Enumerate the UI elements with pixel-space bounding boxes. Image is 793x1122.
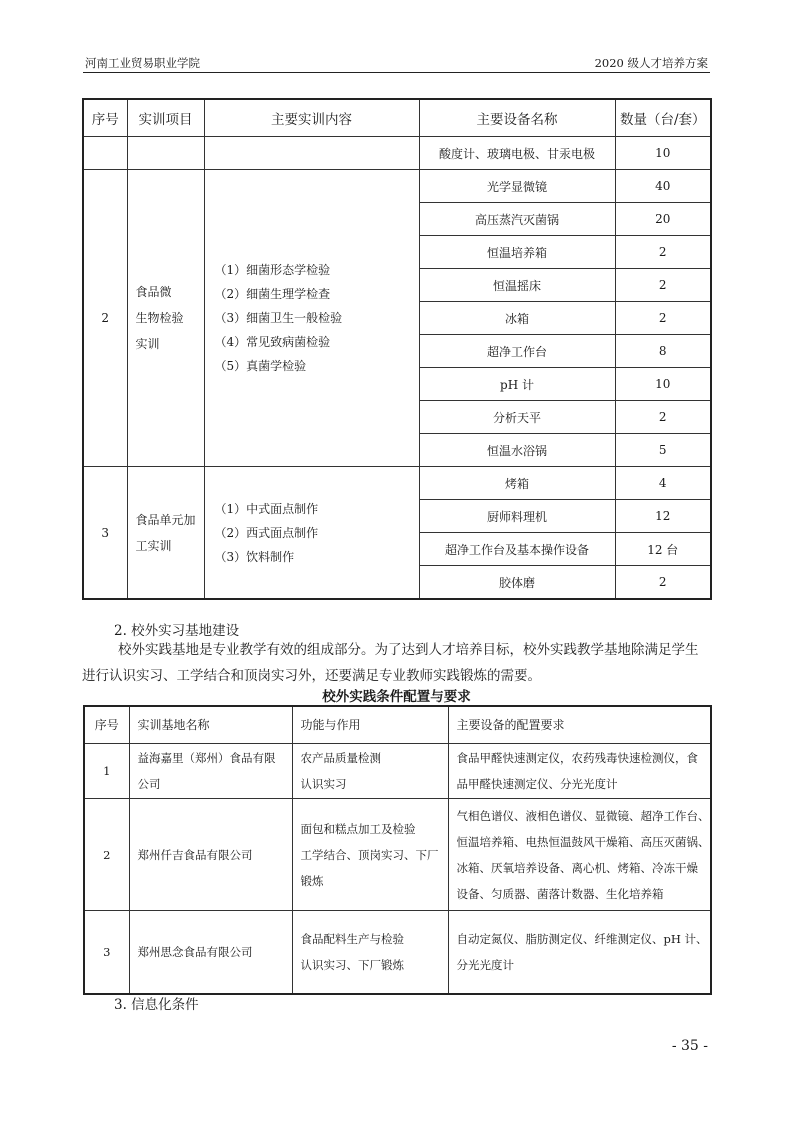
- cell-equipment-req: [448, 799, 711, 911]
- col-header-content: 主要实训内容: [204, 99, 419, 137]
- col-header-function: 功能与作用: [292, 706, 448, 744]
- col-header-no: 序号: [84, 706, 129, 744]
- cell-function: [292, 799, 448, 911]
- content-line: （1）细菌形态学检验: [214, 263, 331, 277]
- cell-equipment: 分析天平: [419, 401, 615, 434]
- cell-equipment: pH 计: [419, 368, 615, 401]
- content-line: （2）西式面点制作: [214, 525, 319, 540]
- cell-no: 1: [84, 744, 129, 799]
- cell-qty: 2: [615, 401, 711, 434]
- cell-base-name: [129, 799, 292, 911]
- cell-qty: 2: [615, 566, 711, 600]
- cell-line: 恒温培养箱、电热恒温鼓风干燥箱、高压灭菌锅、: [456, 834, 710, 849]
- cell-qty: 20: [615, 203, 711, 236]
- cell-line: 面包和糕点加工及检验: [300, 821, 416, 836]
- cell-function: [292, 744, 448, 799]
- cell-line: 气相色谱仪、液相色谱仪、显微镜、超净工作台、: [456, 808, 710, 823]
- col-header-equipment: 主要设备名称: [419, 99, 615, 137]
- page-header: [83, 52, 710, 73]
- table-row: [84, 744, 711, 799]
- table-row: [83, 467, 711, 500]
- cell-qty: 10: [615, 368, 711, 401]
- cell-qty: 5: [615, 434, 711, 467]
- cell-line: 认识实习: [300, 777, 347, 791]
- col-header-item: 实训项目: [127, 99, 204, 137]
- cell-equipment: 光学显微镜: [419, 170, 615, 203]
- cell-line: 郑州思念食品有限公司: [137, 944, 253, 959]
- cell-equipment: 烤箱: [419, 467, 615, 500]
- cell-line: 益海嘉里（郑州）食品有限: [137, 751, 276, 765]
- table-header-row: [84, 706, 711, 744]
- col-header-equipment-req: 主要设备的配置要求: [448, 706, 711, 744]
- cell-line: 自动定氮仪、脂肪测定仪、纤维测定仪、pH 计、: [456, 931, 708, 946]
- item-line: 实训: [135, 337, 160, 351]
- cell-line: 食品配料生产与检验: [300, 931, 404, 946]
- col-header-no: 序号: [83, 99, 127, 137]
- table-row: [84, 799, 711, 911]
- cell-no: [83, 137, 127, 170]
- content-line: （2）细菌生理学检查: [214, 287, 331, 301]
- cell-equipment: 恒温摇床: [419, 269, 615, 302]
- page-number: - 35 -: [671, 1038, 708, 1054]
- cell-equipment-req: [448, 744, 711, 799]
- cell-no: 3: [84, 911, 129, 994]
- training-equipment-table: [82, 98, 712, 600]
- section-heading-3: 3. 信息化条件: [114, 997, 199, 1013]
- col-header-base-name: 实训基地名称: [129, 706, 292, 744]
- content-line: （1）中式面点制作: [214, 501, 319, 516]
- cell-line: 公司: [137, 777, 161, 791]
- section-paragraph: 校外实践基地是专业教学有效的组成部分。为了达到人才培养目标，校外实践教学基地除满足学生进行认识实习、工学结合和顶岗实习外，还要满足专业教师实践锻炼的需要。: [82, 642, 699, 684]
- cell-no: 3: [83, 467, 127, 600]
- cell-equipment: 厨师料理机: [419, 500, 615, 533]
- table-header-row: [83, 99, 711, 137]
- header-doc-title: 2020 级人才培养方案: [594, 56, 708, 70]
- cell-equipment: 胶体磨: [419, 566, 615, 600]
- item-line: 工实训: [135, 538, 172, 553]
- cell-content: [204, 137, 419, 170]
- cell-qty: 2: [615, 269, 711, 302]
- table-row: [83, 137, 711, 170]
- item-line: 食品微: [135, 285, 172, 299]
- header-school: 河南工业贸易职业学院: [85, 56, 200, 70]
- table-row: [84, 911, 711, 994]
- cell-equipment: 恒温培养箱: [419, 236, 615, 269]
- cell-line: 工学结合、顶岗实习、下厂: [300, 847, 439, 862]
- cell-line: 冰箱、厌氧培养设备、离心机、烤箱、冷冻干燥: [456, 860, 698, 875]
- cell-item: [127, 467, 204, 600]
- cell-equipment: 超净工作台: [419, 335, 615, 368]
- content-line: （3）饮料制作: [214, 549, 295, 564]
- cell-line: 分光光度计: [456, 957, 514, 972]
- cell-qty: 10: [615, 137, 711, 170]
- cell-item: [127, 170, 204, 467]
- content-line: （4）常见致病菌检验: [214, 335, 331, 349]
- cell-line: 品甲醛快速测定仪、分光光度计: [456, 777, 618, 791]
- table2-caption: 校外实践条件配置与要求: [322, 689, 471, 705]
- table-row: [83, 170, 711, 203]
- cell-equipment: 高压蒸汽灭菌锅: [419, 203, 615, 236]
- cell-line: 食品甲醛快速测定仪，农药残毒快速检测仪，食: [456, 751, 698, 765]
- content-line: （3）细菌卫生一般检验: [214, 311, 343, 325]
- cell-base-name: [129, 744, 292, 799]
- cell-line: 锻炼: [300, 873, 324, 888]
- item-line: 生物检验: [135, 311, 184, 325]
- cell-no: 2: [83, 170, 127, 467]
- cell-qty: 4: [615, 467, 711, 500]
- cell-equipment: 超净工作台及基本操作设备: [419, 533, 615, 566]
- cell-qty: 40: [615, 170, 711, 203]
- cell-equipment: 恒温水浴锅: [419, 434, 615, 467]
- cell-no: 2: [84, 799, 129, 911]
- cell-equipment-req: [448, 911, 711, 994]
- cell-equipment: 冰箱: [419, 302, 615, 335]
- section-heading-2: 2. 校外实习基地建设: [114, 623, 240, 639]
- cell-content: [204, 467, 419, 600]
- content-line: （5）真菌学检验: [214, 359, 307, 373]
- item-line: 食品单元加: [135, 512, 196, 527]
- cell-qty: 2: [615, 302, 711, 335]
- cell-equipment: 酸度计、玻璃电极、甘汞电极: [419, 137, 615, 170]
- cell-qty: 2: [615, 236, 711, 269]
- cell-line: 农产品质量检测: [300, 751, 381, 765]
- cell-qty: 12 台: [615, 533, 711, 566]
- cell-item: [127, 137, 204, 170]
- external-base-table: [83, 705, 712, 995]
- cell-base-name: [129, 911, 292, 994]
- cell-function: [292, 911, 448, 994]
- col-header-qty: 数量（台/套）: [615, 99, 711, 137]
- cell-content: [204, 170, 419, 467]
- cell-qty: 12: [615, 500, 711, 533]
- cell-line: 郑州仟吉食品有限公司: [137, 847, 253, 862]
- cell-qty: 8: [615, 335, 711, 368]
- cell-line: 认识实习、下厂锻炼: [300, 957, 404, 972]
- cell-line: 设备、匀质器、菌落计数器、生化培养箱: [456, 886, 664, 901]
